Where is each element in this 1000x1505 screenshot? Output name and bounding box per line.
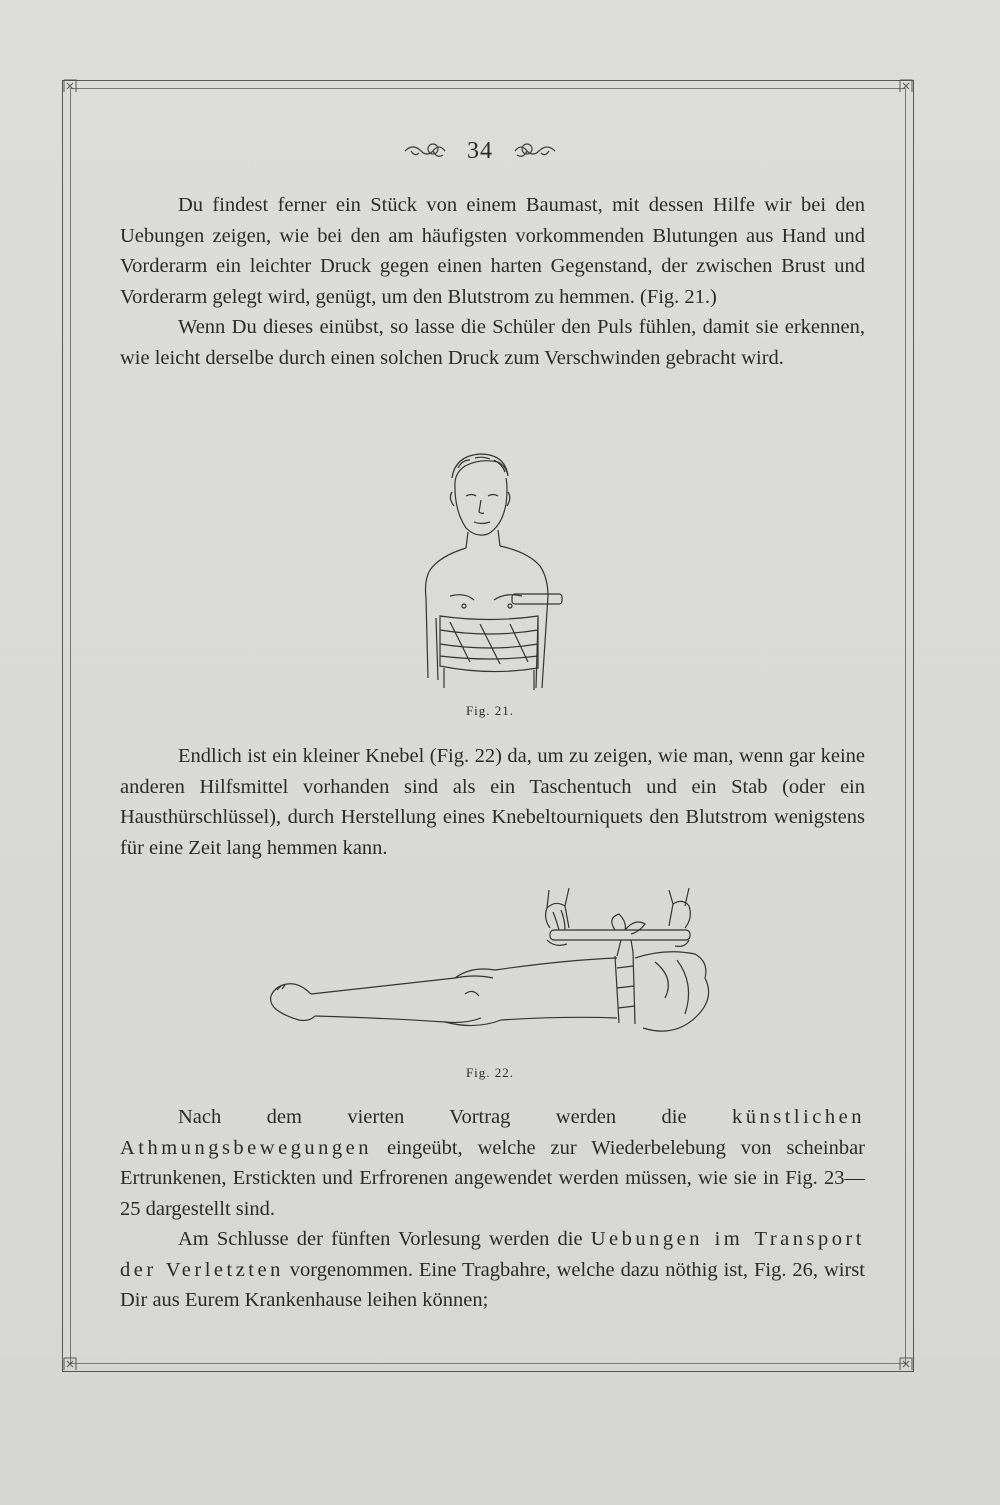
paragraph-text: Am Schlusse der fünften Vorlesung werden die <box>178 1228 591 1250</box>
page-header <box>380 136 580 166</box>
text-section-2 <box>120 741 865 863</box>
page-number: 34 <box>467 137 493 164</box>
paragraph <box>120 1102 865 1224</box>
paragraph-text: vorgenommen. Eine Tragbahre, welche dazu nöthig ist, Fig. 26, wirst Dir aus Eurem Krankenhause leihen können; <box>120 1258 865 1311</box>
right-flourish-icon <box>507 139 557 163</box>
paragraph <box>120 1224 865 1316</box>
paragraph-text: Nach dem vierten Vortrag werden die <box>178 1106 732 1128</box>
text-section-1 <box>120 190 865 373</box>
spaced-emphasis: Uebungen im Transport der Verletzten <box>120 1228 866 1281</box>
corner-ornament-icon <box>62 1356 78 1372</box>
figure-22-caption: Fig. 22. <box>465 1065 515 1080</box>
paragraph: Du findest ferner ein Stück von einem Baumast, mit dessen Hilfe wir bei den Uebungen zeigen, wie bei den am häufigsten vorkommenden Blutungen aus Hand und Vorderarm ein leichter Druck gegen einen harten Gegenstand, der zwischen Brust und Vorderarm gelegt wird, genügt, um den Blutstrom zu hemmen. (Fig. 21.) <box>120 194 865 308</box>
corner-ornament-icon <box>62 78 78 94</box>
figure-21-illustration <box>410 448 590 698</box>
spaced-emphasis: künstlichen Athmungsbewegungen <box>120 1106 865 1159</box>
figure-22-illustration <box>265 888 725 1063</box>
corner-ornament-icon <box>898 1356 914 1372</box>
figure-21-caption: Fig. 21. <box>465 703 515 718</box>
corner-ornament-icon <box>898 78 914 94</box>
left-flourish-icon <box>403 139 453 163</box>
paragraph: Wenn Du dieses einübst, so lasse die Schüler den Puls fühlen, damit sie erkennen, wie leicht derselbe durch einen solchen Druck zum Verschwinden gebracht wird. <box>120 316 865 369</box>
paragraph-text: eingeübt, welche zur Wiederbelebung von scheinbar Ertrunkenen, Erstickten und Erfrorenen angewendet werden müssen, wie sie in Fig. 23—25 dargestellt sind. <box>120 1136 865 1220</box>
text-section-3 <box>120 1102 865 1316</box>
paragraph: Endlich ist ein kleiner Knebel (Fig. 22) da, um zu zeigen, wie man, wenn gar keine anderen Hilfsmittel vorhanden sind als ein Taschentuch und ein Stab (oder ein Hausthürschlüssel), durch Herstellung eines Knebeltourniquets den Blutstrom wenigstens für eine Zeit lang hemmen kann. <box>120 745 865 859</box>
